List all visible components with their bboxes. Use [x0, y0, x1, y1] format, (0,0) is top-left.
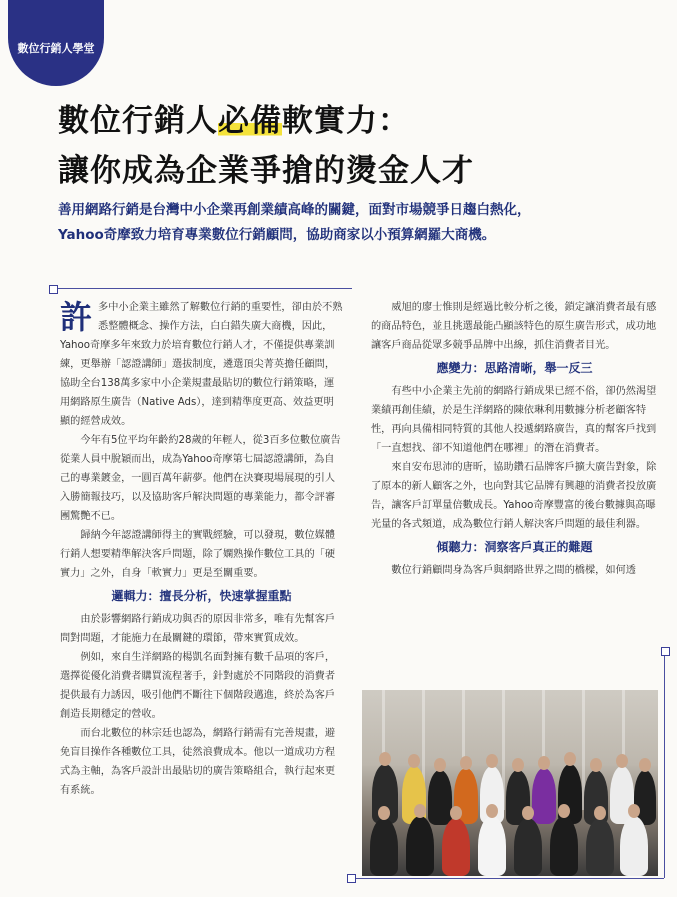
group-photo [362, 690, 658, 876]
left-column [60, 298, 343, 800]
title-highlight: 必備 [218, 103, 282, 139]
section-badge [8, 0, 104, 86]
paragraph: 數位行銷顧問身為客戶與網路世界之間的橋樑，如何透 [391, 565, 636, 576]
section-heading-listening: 傾聽力：洞察客戶真正的難題 [436, 540, 593, 554]
frame-line-top [52, 288, 352, 289]
paragraph: 今年有5位平均年齡約28歲的年輕人，從3百多位數位廣告從業人員中脫穎而出，成為Yahoo奇摩第七屆認證講師，為自己的專業鍍金，一圓百萬年薪夢。他們在決賽現場展現的引人入勝簡報技巧，以及協助客戶解決問題的專業能力，都令評審團驚艷不已。 [60, 435, 341, 522]
article-title-line1 [58, 95, 410, 140]
frame-line-right [664, 650, 665, 878]
paragraph-text: 多中小企業主雖然了解數位行銷的重要性，卻由於不熟悉整體概念、操作方法，白白錯失廣大商機，因此，Yahoo奇摩多年來致力於培育數位行銷人才，不僅提供專業訓練，更舉辦「認證講師」選拔制度，遴選頂尖菁英擔任顧問，協助全台138萬多家中小企業規畫最貼切的數位行銷策略，運用網路原生廣告（Native Ads），達到精準度更高、效益更明顯的經營成效。 [60, 302, 343, 427]
paragraph: 而台北數位的林宗廷也認為，網路行銷需有完善規畫，避免盲目操作各種數位工具，徒然浪費成本。他以一道成功方程式為主軸，為客戶設計出最貼切的廣告策略組合，執行起來更有系統。 [60, 728, 336, 796]
paragraph: 來自安布思沛的唐昕，協助鑽石品牌客戶擴大廣告對象，除了原本的新人顧客之外，也向對其它品牌有興趣的消費者投放廣告，讓客戶訂單量倍數成長。Yahoo奇摩豐富的後台數據與高曝光量的各式頻道，成為數位行銷人解決客戶問題的最佳利器。 [371, 462, 657, 530]
paragraph: 例如，來自生洋網路的楊凱名面對擁有數千品項的客戶，選擇從優化消費者購買流程著手，針對處於不同階段的消費者提供最有力誘因，吸引他們不斷往下個階段邁進，終於為客戶創造長期穩定的營收。 [60, 652, 336, 720]
frame-line-bottom [350, 878, 664, 879]
section-badge-label: 數位行銷人學堂 [17, 42, 95, 55]
paragraph [60, 298, 343, 431]
right-column [371, 298, 658, 580]
paragraph: 由於影響網路行銷成功與否的原因非常多，唯有先幫客戶問對問題，才能施力在最關鍵的環節，帶來實質成效。 [60, 614, 336, 644]
article-subtitle-line2: Yahoo奇摩致力培育專業數位行銷顧問，協助商家以小預算網羅大商機。 [58, 227, 496, 243]
drop-cap: 許 [60, 298, 93, 336]
section-heading-adaptability: 應變力：思路清晰，舉一反三 [436, 361, 593, 375]
title-part2: 軟實力： [282, 103, 410, 139]
frame-corner [347, 874, 356, 883]
paragraph: 歸納今年認證講師得主的實戰經驗，可以發現，數位媒體行銷人想要精準解決客戶問題，除了嫻熟操作數位工具的「硬實力」之外，自身「軟實力」更是至關重要。 [60, 530, 336, 579]
frame-corner [49, 285, 58, 294]
frame-corner [661, 647, 670, 656]
paragraph: 威旭的廖士惟則是經過比較分析之後，鎖定讓消費者最有感的商品特色，並且挑選最能凸顯該特色的原生廣告形式，成功地讓客戶商品從眾多競爭品牌中出線，抓住消費者目光。 [371, 302, 657, 351]
title-part1: 數位行銷人 [58, 103, 218, 139]
article-title-line2: 讓你成為企業爭搶的燙金人才 [58, 153, 474, 189]
section-heading-logic: 邏輯力：擅長分析，快速掌握重點 [111, 589, 292, 603]
article-subtitle-line1: 善用網路行銷是台灣中小企業再創業績高峰的關鍵，面對市場競爭日趨白熱化， [58, 202, 531, 218]
paragraph: 有些中小企業主先前的網路行銷成果已經不俗，卻仍然渴望業績再創佳績，於是生洋網路的陳依琳利用數據分析老顧客特性，再向具備相同特質的其他人投遞網路廣告，真的幫客戶找到「一直想找、卻不知道他們在哪裡」的潛在消費者。 [371, 386, 657, 454]
